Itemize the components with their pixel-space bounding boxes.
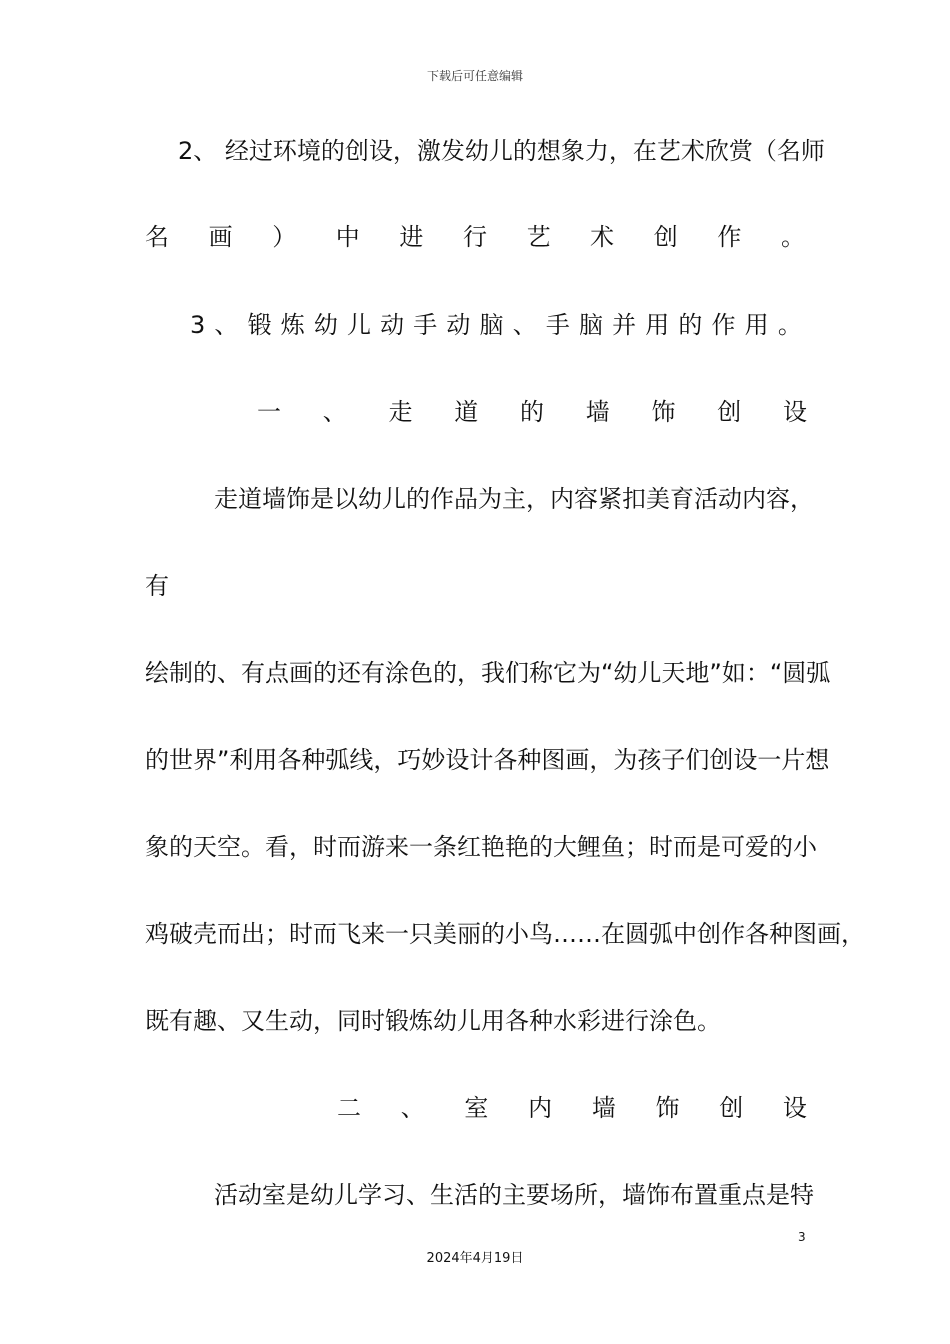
char: 动 bbox=[380, 311, 405, 339]
char: 锻 bbox=[247, 311, 272, 339]
char: 的 bbox=[678, 311, 703, 339]
char: 艺 bbox=[526, 223, 551, 251]
char: 饰 bbox=[655, 1094, 680, 1122]
char: 。 bbox=[777, 311, 802, 339]
char: 走 bbox=[388, 398, 413, 426]
paragraph-line: 走道墙饰是以幼儿的作品为主，内容紧扣美育活动内容， bbox=[214, 485, 814, 513]
char: 画 bbox=[208, 223, 233, 251]
char: ） bbox=[272, 223, 297, 251]
char: 名 bbox=[145, 223, 169, 251]
justified-line bbox=[145, 222, 805, 252]
char: 、 bbox=[400, 1094, 425, 1122]
char: 幼 bbox=[313, 311, 338, 339]
char: 墙 bbox=[585, 398, 610, 426]
char: 内 bbox=[528, 1094, 553, 1122]
char: 手 bbox=[413, 311, 438, 339]
paragraph-line: 有 bbox=[145, 572, 169, 600]
char: 、 bbox=[214, 311, 239, 339]
char: 用 bbox=[744, 311, 769, 339]
char: 进 bbox=[399, 223, 424, 251]
char: 道 bbox=[454, 398, 479, 426]
paragraph-line: 既有趣、又生动，同时锻炼幼儿用各种水彩进行涂色。 bbox=[145, 1007, 721, 1035]
char: 创 bbox=[653, 223, 678, 251]
char: 手 bbox=[545, 311, 570, 339]
section-heading bbox=[337, 1093, 807, 1123]
char: 炼 bbox=[280, 311, 305, 339]
char: 设 bbox=[782, 1094, 807, 1122]
char: 并 bbox=[612, 311, 637, 339]
char: 3 bbox=[190, 311, 206, 339]
char: 作 bbox=[717, 223, 742, 251]
paragraph-line: 2、 经过环境的创设，激发幼儿的想象力，在艺术欣赏（名师 bbox=[178, 137, 825, 165]
char: 。 bbox=[780, 223, 805, 251]
char: 一 bbox=[257, 398, 281, 426]
char: 作 bbox=[711, 311, 736, 339]
justified-line bbox=[190, 310, 802, 340]
char: 室 bbox=[464, 1094, 489, 1122]
char: 二 bbox=[337, 1094, 361, 1122]
char: 、 bbox=[512, 311, 537, 339]
char: 行 bbox=[462, 223, 487, 251]
char: 动 bbox=[446, 311, 471, 339]
page-number: 3 bbox=[798, 1230, 806, 1244]
paragraph-line: 的世界”利用各种弧线，巧妙设计各种图画，为孩子们创设一片想 bbox=[145, 746, 830, 774]
char: 墙 bbox=[591, 1094, 616, 1122]
char: 创 bbox=[719, 1094, 744, 1122]
char: 饰 bbox=[651, 398, 676, 426]
paragraph-line: 活动室是幼儿学习、生活的主要场所，墙饰布置重点是特 bbox=[214, 1181, 814, 1209]
char: 的 bbox=[520, 398, 544, 426]
char: 设 bbox=[783, 398, 807, 426]
paragraph-line: 象的天空。看，时而游来一条红艳艳的大鲤鱼；时而是可爱的小 bbox=[145, 833, 817, 861]
char: 创 bbox=[717, 398, 742, 426]
footer-date: 2024年4月19日 bbox=[426, 1251, 524, 1266]
char: 术 bbox=[590, 223, 615, 251]
section-heading bbox=[257, 397, 807, 427]
char: 中 bbox=[335, 223, 360, 251]
char: 、 bbox=[322, 398, 347, 426]
char: 脑 bbox=[479, 311, 504, 339]
char: 儿 bbox=[346, 311, 371, 339]
char: 用 bbox=[645, 311, 670, 339]
page-header: 下载后可任意编辑 bbox=[426, 69, 523, 83]
char: 脑 bbox=[578, 311, 603, 339]
paragraph-line: 鸡破壳而出；时而飞来一只美丽的小鸟……在圆弧中创作各种图画， bbox=[145, 920, 865, 948]
paragraph-line: 绘制的、有点画的还有涂色的，我们称它为“幼儿天地”如：“圆弧 bbox=[145, 659, 831, 687]
